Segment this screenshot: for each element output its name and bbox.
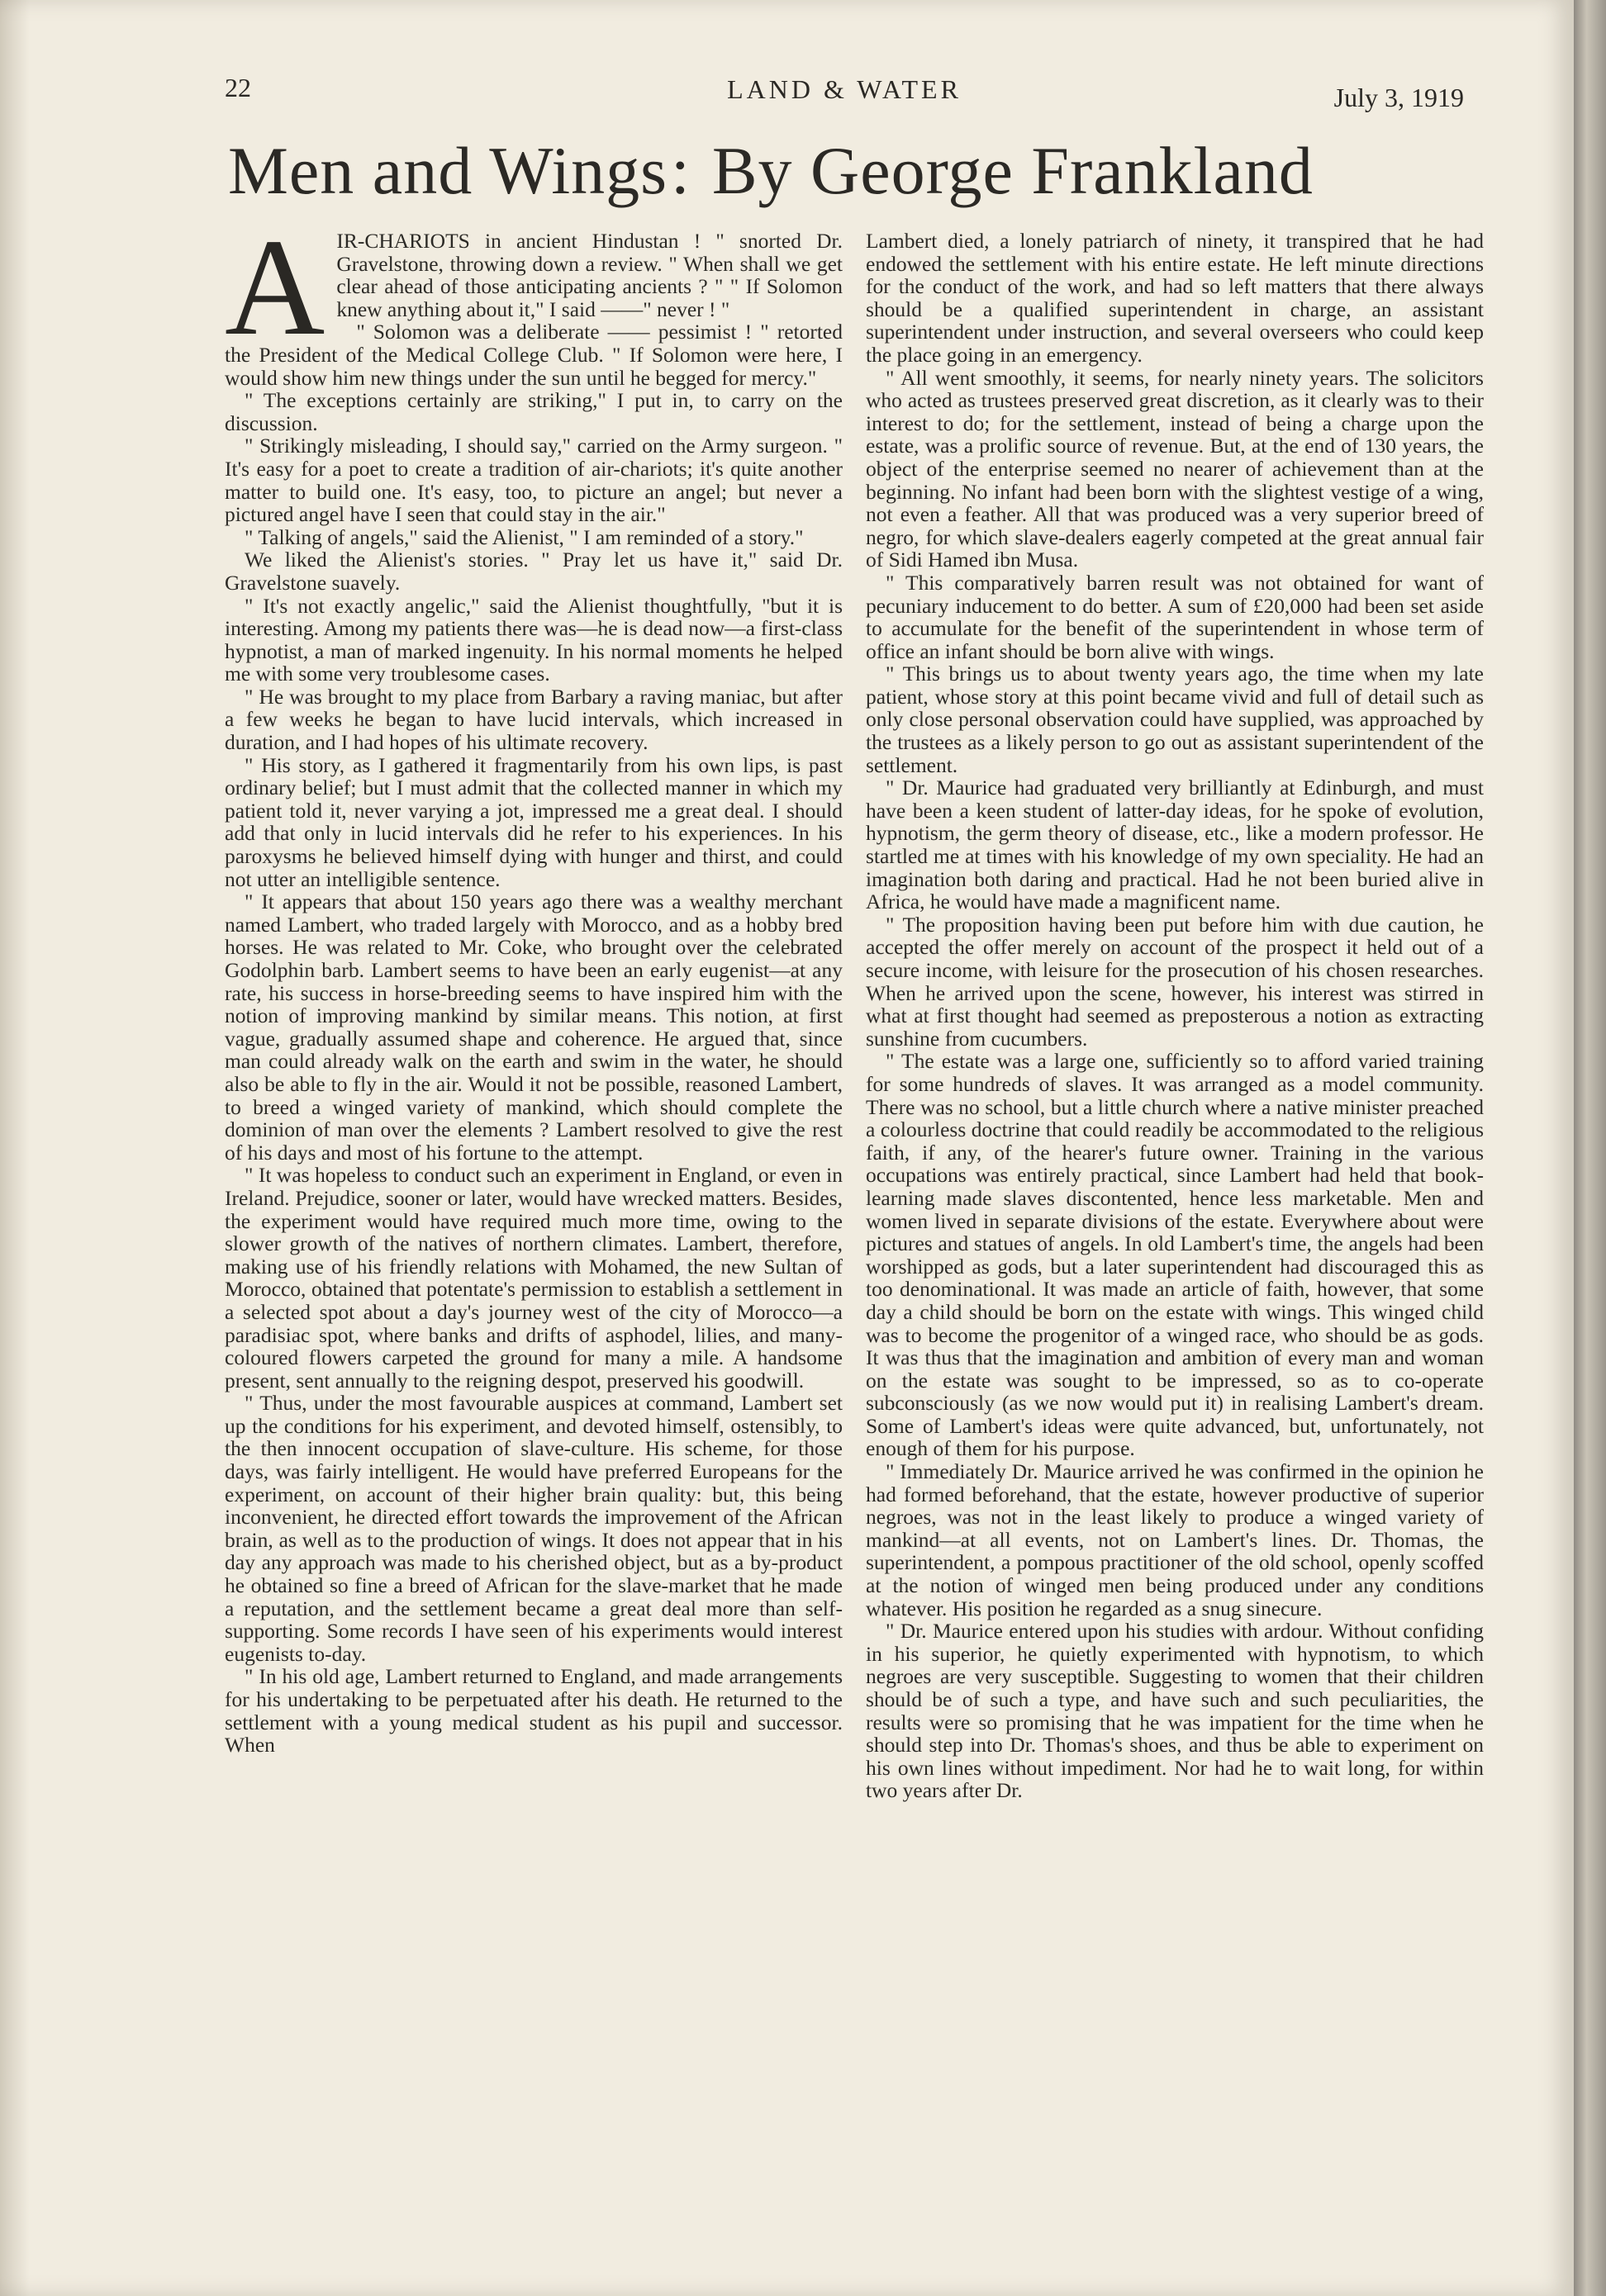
title-separator: :	[671, 133, 691, 208]
paragraph: " Thus, under the most favourable auspices at command, Lambert set up the conditions for his experiment, and devoted himself, ostensibly, to the then innocent occupation of slave-culture. His scheme, for those days, was fairly intelligent. He would have preferred Europeans for the experiment, on account of their higher brain quality: but, this being inconvenient, he directed effort towards the improvement of the African brain, as well as to the production of wings. It does not appear that in his day any approach was made to his cherished object, but as a by-product he obtained so fine a breed of African for the slave-market that he made a reputation, and the settlement became a great deal more than self-supporting. Some records I have seen of his experiments would interest eugenists to-day.	[225, 1391, 843, 1666]
article-title	[228, 132, 1475, 210]
drop-cap: A	[225, 211, 325, 364]
paragraph: " In his old age, Lambert returned to England, and made arrangements for his undertaking to be perpetuated after his death. He returned to the settlement with a young medical student as his pupil and successor. When	[225, 1664, 843, 1758]
paragraph: " He was brought to my place from Barbary a raving maniac, but after a few weeks he began to have lucid intervals, which increased in duration, and I had hopes of his ultimate recovery.	[225, 684, 843, 755]
paragraph: " It was hopeless to conduct such an experiment in England, or even in Ireland. Prejudice, sooner or later, would have wrecked matters. Besides, the experiment would have required much more time, owing to the slower growth of the natives of northern climates. Lambert, therefore, making use of his friendly relations with Mohamed, the new Sultan of Morocco, obtained that potentate's permission to establish a settlement in a selected spot about a day's journey west of the city of Morocco—a paradisiac spot, where banks and drifts of asphodel, lilies, and many-coloured flowers carpeted the ground for many a mile. A handsome present, sent annually to the reigning despot, preserved his goodwill.	[225, 1163, 843, 1392]
page-edge	[1574, 0, 1606, 2296]
issue-date: July 3, 1919	[1333, 83, 1464, 112]
paragraph: " Immediately Dr. Maurice arrived he was confirmed in the opinion he had formed beforehand, that the estate, however productive of superior negroes, was not in the least likely to produce a winged variety of mankind—at all events, not on Lambert's lines. Dr. Thomas, the superintendent, a pompous practitioner of the old school, openly scoffed at the notion of winged men being produced under any conditions whatever. His position he regarded as a snug sinecure.	[866, 1459, 1484, 1620]
paragraph: " This brings us to about twenty years ago, the time when my late patient, whose story at this point became vivid and full of detail such as only close personal observation could have supplied, was approached by the trustees as a likely person to go out as assistant superintendent of the settlement.	[866, 662, 1484, 777]
title-text: Men and Wings	[228, 133, 668, 208]
paragraph: We liked the Alienist's stories. " Pray let us have it," said Dr. Gravelstone suavely.	[225, 548, 843, 595]
paragraph: " The proposition having been put before him with due caution, he accepted the offer merely on account of the prospect it held out of a secure income, with leisure for the prosecution of his chosen researches. When he arrived upon the scene, however, his interest was stirred in what at first thought had seemed as preposterous a notion as extracting sunshine from cucumbers.	[866, 912, 1484, 1051]
right-column	[866, 230, 1484, 1802]
paragraph: " The estate was a large one, sufficiently so to afford varied training for some hundreds of slaves. It was arranged as a model community. There was no school, but a little church where a native minister preached a colourless doctrine that could readily be accommodated to the religious faith, if any, of the hearer's future owner. Training in the various occupations was entirely practical, since Lambert had held that book-learning made slaves discontented, hence less marketable. Men and women lived in separate divisions of the estate. Everywhere about were pictures and statues of angels. In old Lambert's time, the angels had been worshipped as gods, but a later superintendent had discouraged this as too denominational. It was made an article of faith, however, that some day a child should be born on the estate with wings. This winged child was to become the progenitor of a winged race, who should be as gods. It was thus that the imagination and ambition of every man and woman on the estate was sought to be impressed, so as to co-operate subconsciously (as we now would put it) in realising Lambert's dream. Some of Lambert's ideas were quite advanced, but, unfortunately, not enough of them for his purpose.	[866, 1049, 1484, 1461]
paragraph: Lambert died, a lonely patriarch of ninety, it transpired that he had endowed the settlement with his entire estate. He left minute directions for the conduct of the work, and had so left matters that there always should be a qualified superintendent in charge, an assistant superintendent under instruction, and several overseers who could keep the place going in an emergency.	[866, 229, 1484, 367]
paragraph: " The exceptions certainly are striking," I put in, to carry on the discussion.	[225, 388, 843, 435]
paragraph: " This comparatively barren result was not obtained for want of pecuniary inducement to do better. A sum of £20,000 had been set aside to accumulate for the benefit of the superintendent in whose term of office an infant should be born alive with wings.	[866, 570, 1484, 663]
paragraph: " All went smoothly, it seems, for nearly ninety years. The solicitors who acted as trustees preserved great discretion, as it clearly was to their interest to do; for the settlement, instead of being a charge upon the estate, was a prolific source of revenue. But, at the end of 130 years, the object of the enterprise seemed no nearer of achievement than at the beginning. No infant had been born with the slightest vestige of a wing, not even a feather. All that was produced was a very superior breed of negro, for which slave-dealers eagerly competed at the great annual fair of Sidi Hamed ibn Musa.	[866, 365, 1484, 572]
paragraph: " Dr. Maurice had graduated very brilliantly at Edinburgh, and must have been a keen student of latter-day ideas, for he spoke of evolution, hypnotism, the germ theory of disease, etc., like a modern professor. He startled me at times with his knowledge of my own speciality. He had an imagination both daring and practical. Had he not been buried alive in Africa, he would have made a magnificent name.	[866, 776, 1484, 914]
byline: By George Frankland	[711, 133, 1314, 208]
paragraph: " Strikingly misleading, I should say," carried on the Army surgeon. " It's easy for a poet to create a tradition of air-chariots; it's quite another matter to build one. It's easy, too, to picture an angel; but never a pictured angel have I seen that could stay in the air."	[225, 434, 843, 527]
page-number: 22	[225, 73, 251, 102]
binding-shadow	[0, 0, 30, 2296]
paragraph-text: IR-CHARIOTS in ancient Hindustan ! " snorted Dr. Gravelstone, throwing down a review. " When shall we get clear ahead of those anticipating ancients ? " " If Solomon knew anything about it," I said ——" never ! "	[336, 229, 843, 321]
paragraph: " It's not exactly angelic," said the Alienist thoughtfully, "but it is interesting. Among my patients there was—he is dead now—a first-class hypnotist, a man of marked ingenuity. In his normal moments he helped me with some very troublesome cases.	[225, 593, 843, 686]
paragraph: " Talking of angels," said the Alienist, " I am reminded of a story."	[245, 524, 804, 549]
running-head	[225, 69, 1464, 119]
publication-name: LAND & WATER	[727, 74, 962, 104]
left-column	[225, 211, 843, 1758]
paragraph: " Solomon was a deliberate —— pessimist ! " retorted the President of the Medical College Club. " If Solomon were here, I would show him new things under the sun until he begged for mercy."	[225, 320, 843, 390]
paragraph: " It appears that about 150 years ago there was a wealthy merchant named Lambert, who traded largely with Morocco, and as a hobby bred horses. He was related to Mr. Coke, who brought over the celebrated Godolphin barb. Lambert seems to have been an early eugenist—at any rate, his success in horse-breeding seems to have inspired him with the notion of improving mankind by similar means. This notion, at first vague, gradually assumed shape and coherence. He argued that, since man could already walk on the earth and swim in the water, he should also be able to fly in the air. Would it not be possible, reasoned Lambert, to breed a winged variety of mankind, which should complete the dominion of man over the elements ? Lambert resolved to give the rest of his days and most of his fortune to the attempt.	[225, 889, 843, 1165]
paragraph: " His story, as I gathered it fragmentarily from his own lips, is past ordinary belief; but I must admit that the collected manner in which my patient told it, never varying a jot, impressed me a great deal. I should add that only in lucid intervals did he refer to his experiences. In his paroxysms he believed himself dying with hunger and thirst, and could not utter an intelligible sentence.	[225, 752, 843, 891]
paragraph: " Dr. Maurice entered upon his studies with ardour. Without confiding in his superior, he quietly experimented with hypnotism, to which negroes are very susceptible. Suggesting to women that their children should be of such a type, and have such and such peculiarities, the results were so promising that he was impatient for the time when he should step into Dr. Thomas's shoes, and thus be able to experiment on his own lines without impediment. Nor had he to wait long, for within two years after Dr.	[866, 1619, 1484, 1803]
